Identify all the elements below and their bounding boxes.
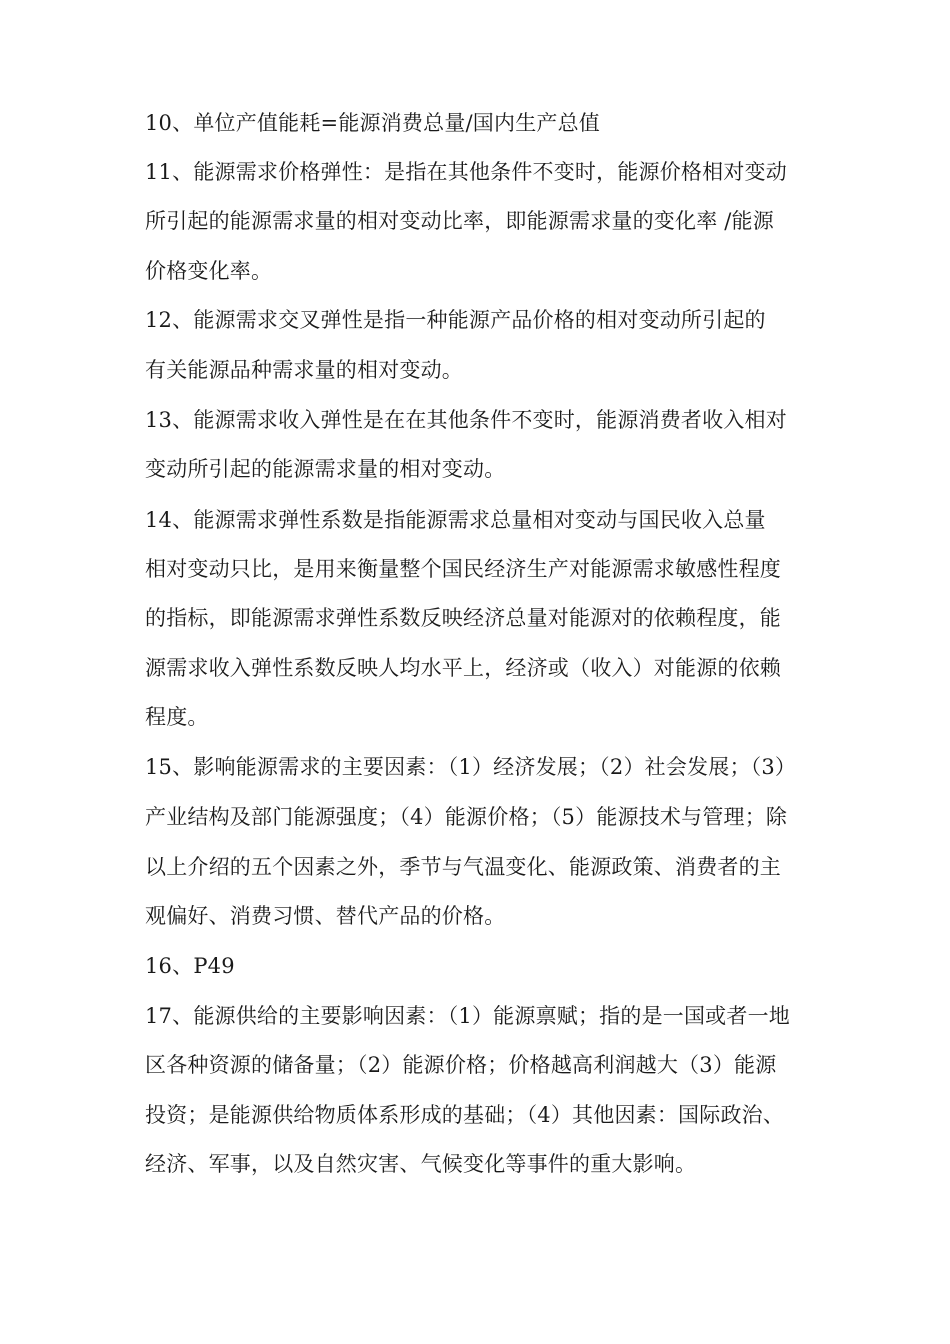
text-line: 14、能源需求弹性系数是指能源需求总量相对变动与国民收入总量	[145, 508, 766, 532]
text-line: 的指标，即能源需求弹性系数反映经济总量对能源对的依赖程度，能	[145, 606, 781, 630]
text-line: 10、单位产值能耗=能源消费总量/国内生产总值	[145, 111, 600, 135]
text-line: 源需求收入弹性系数反映人均水平上，经济或（收入）对能源的依赖	[145, 656, 781, 680]
text-line: 16、P49	[145, 954, 235, 978]
text-line: 17、能源供给的主要影响因素：（1）能源禀赋；指的是一国或者一地	[145, 1004, 790, 1028]
text-line: 11、能源需求价格弹性：是指在其他条件不变时，能源价格相对变动	[145, 160, 787, 184]
text-line: 投资；是能源供给物质体系形成的基础；（4）其他因素：国际政治、	[145, 1103, 785, 1127]
text-line: 以上介绍的五个因素之外，季节与气温变化、能源政策、消费者的主	[145, 855, 781, 879]
text-line: 15、影响能源需求的主要因素：（1）经济发展；（2）社会发展；（3）	[145, 755, 797, 779]
text-line: 变动所引起的能源需求量的相对变动。	[145, 457, 506, 481]
text-line: 观偏好、消费习惯、替代产品的价格。	[145, 904, 506, 928]
text-line: 经济、军事，以及自然灾害、气候变化等事件的重大影响。	[145, 1152, 697, 1176]
text-line: 所引起的能源需求量的相对变动比率，即能源需求量的变化率 /能源	[145, 209, 774, 233]
text-line: 12、能源需求交叉弹性是指一种能源产品价格的相对变动所引起的	[145, 308, 766, 332]
text-line: 相对变动只比，是用来衡量整个国民经济生产对能源需求敏感性程度	[145, 557, 781, 581]
text-line: 有关能源品种需求量的相对变动。	[145, 358, 463, 382]
text-line: 区各种资源的储备量；（2）能源价格；价格越高利润越大（3）能源	[145, 1053, 777, 1077]
text-line: 价格变化率。	[145, 259, 273, 283]
text-line: 13、能源需求收入弹性是在在其他条件不变时，能源消费者收入相对	[145, 408, 787, 432]
text-line: 产业结构及部门能源强度；（4）能源价格；（5）能源技术与管理；除	[145, 805, 788, 829]
text-line: 程度。	[145, 705, 209, 729]
